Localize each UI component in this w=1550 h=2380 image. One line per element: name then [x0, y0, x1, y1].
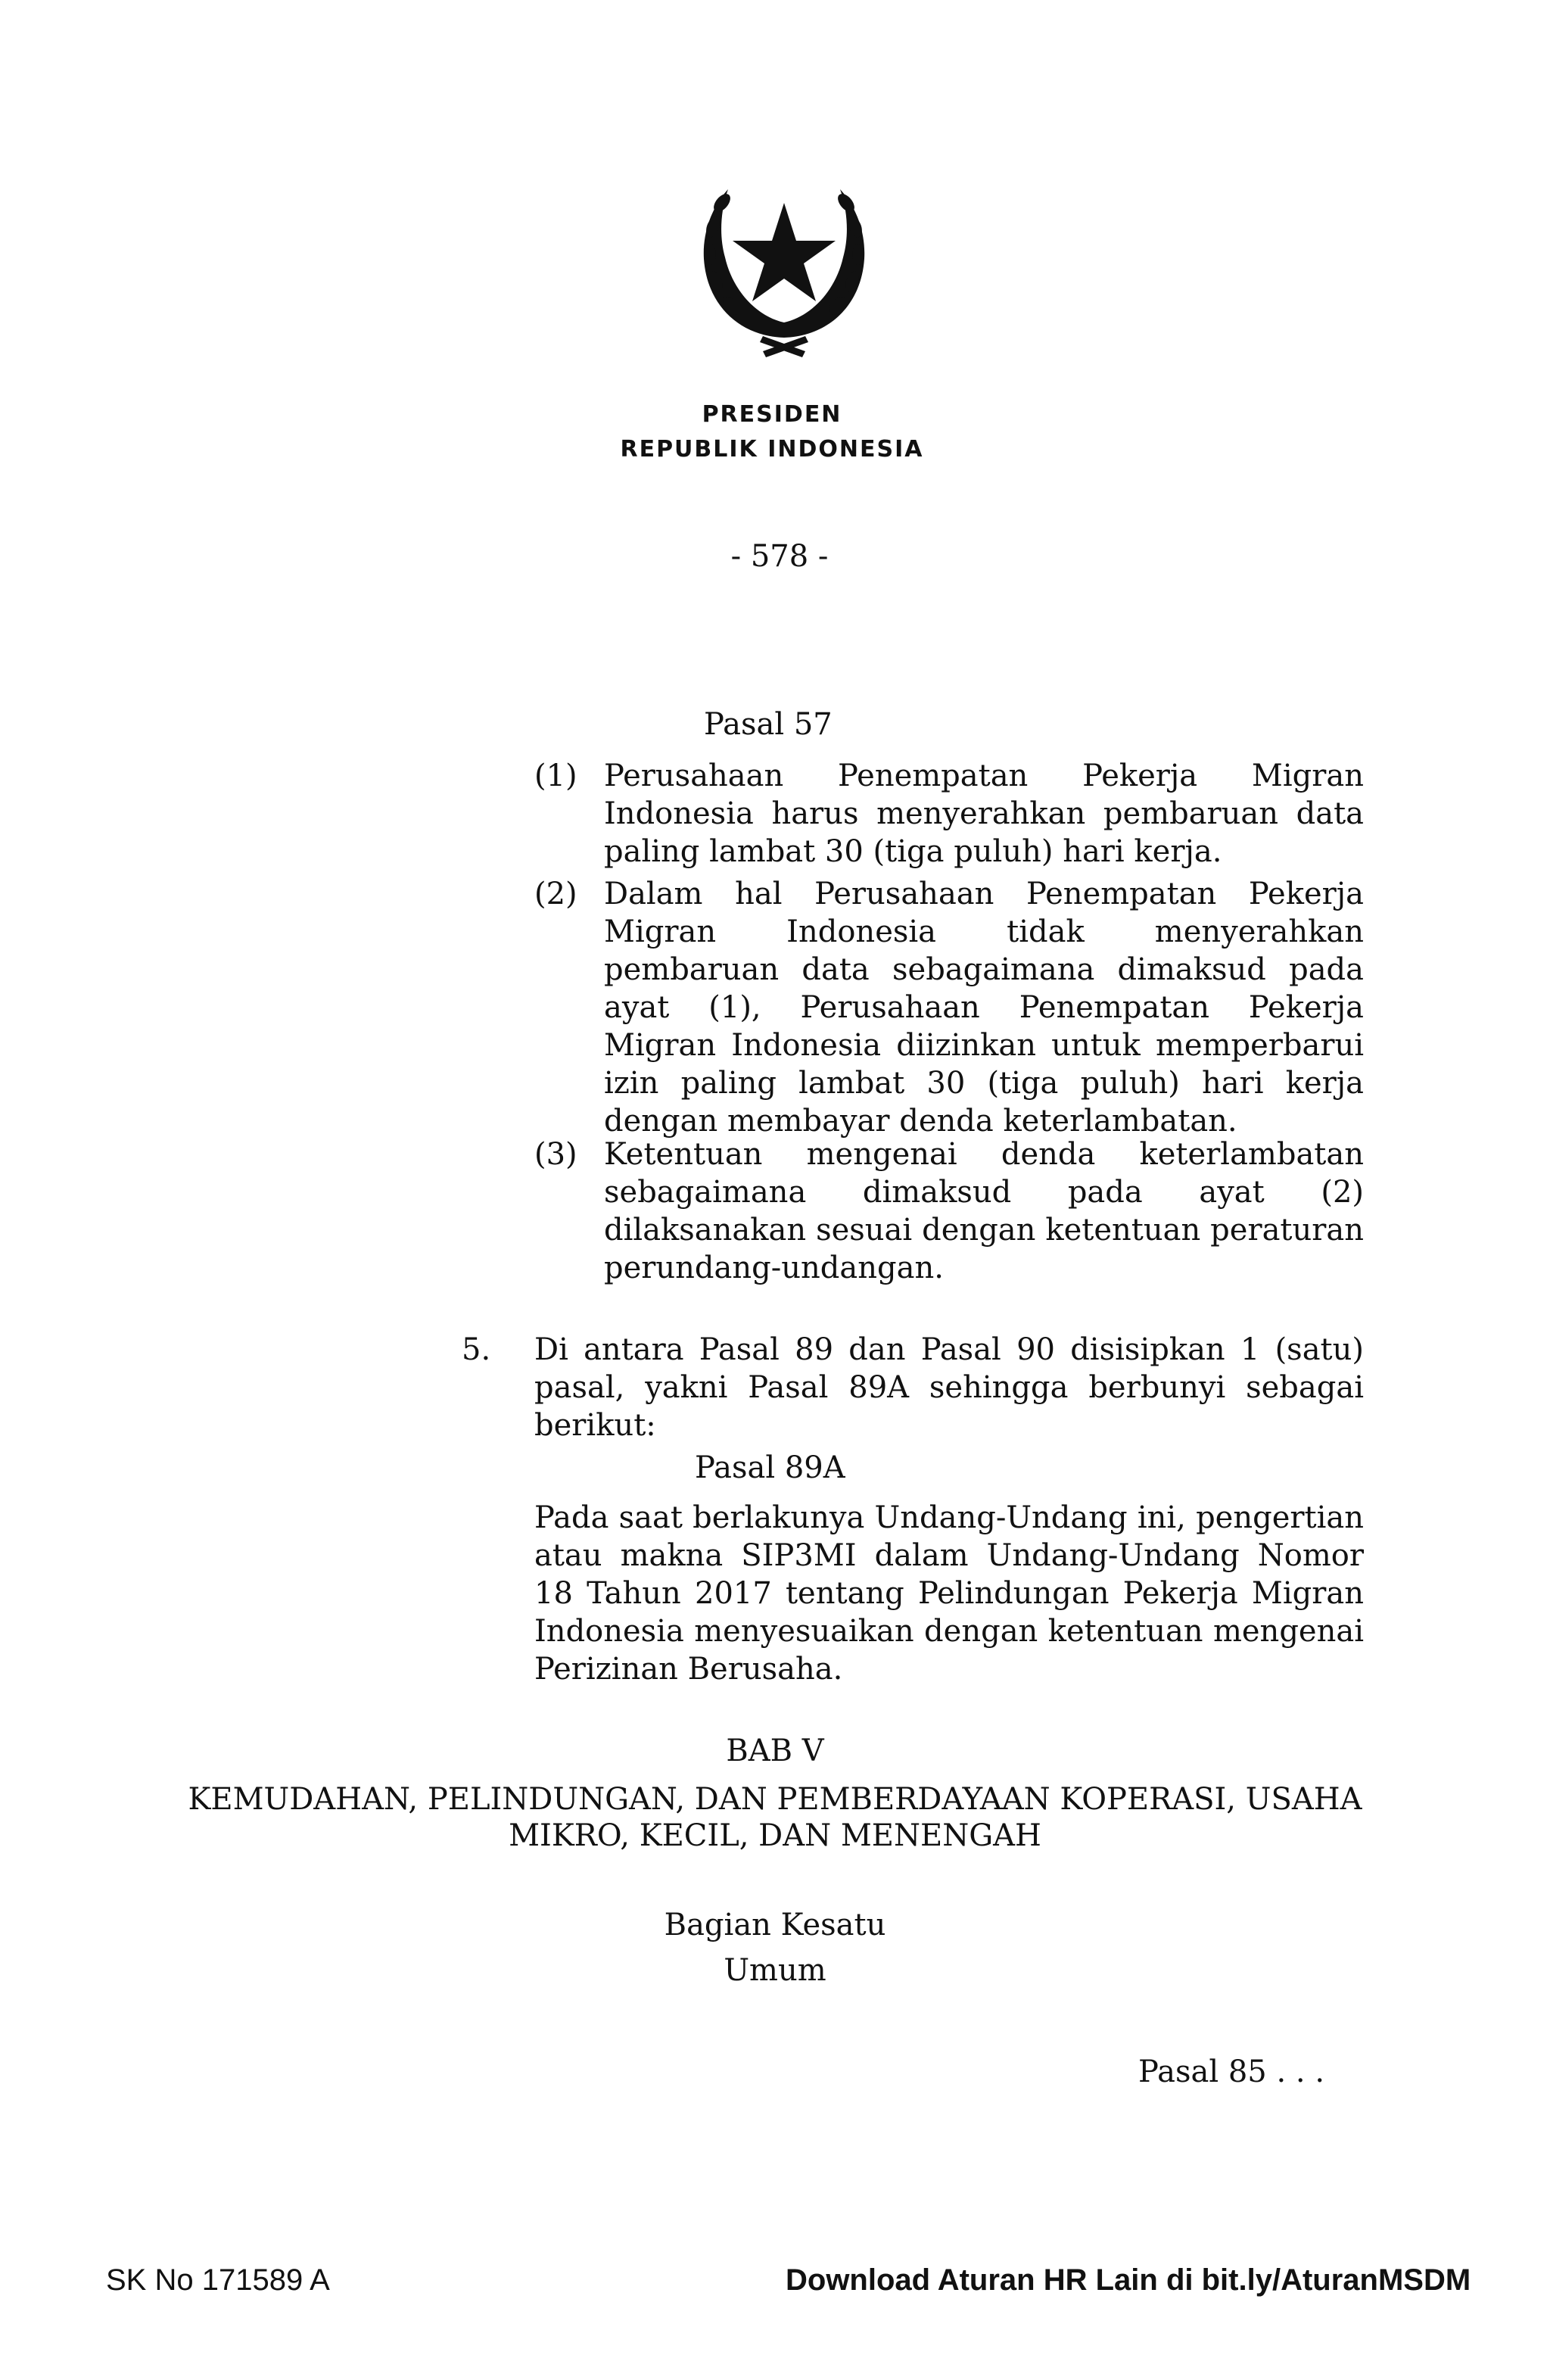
pasal-57-item-3-text: Ketentuan mengenai denda keterlambatan sebagaimana dimaksud pada ayat (2) dilaksanakan sesuai dengan ketentuan peraturan perundang-undangan.	[604, 1137, 1364, 1285]
footer-download-link[interactable]: Download Aturan HR Lain di bit.ly/AturanMSDM	[786, 2263, 1471, 2297]
pasal-57-item-2-number: (2)	[534, 877, 577, 911]
bab-heading-line-1: KEMUDAHAN, PELINDUNGAN, DAN PEMBERDAYAAN KOPERASI, USAHA	[188, 1782, 1362, 1817]
pasal-57-item-3-number: (3)	[534, 1137, 577, 1172]
pasal-89a-text: Pada saat berlakunya Undang-Undang ini, pengertian atau makna SIP3MI dalam Undang-Undang Nomor 18 Tahun 2017 tentang Pelindungan Pekerja Migran Indonesia menyesuaikan dengan ketentuan mengenai Perizinan Berusaha.	[534, 1500, 1364, 1687]
bab-heading-line-2: MIKRO, KECIL, DAN MENENGAH	[509, 1818, 1041, 1853]
garuda-emblem-icon	[678, 157, 890, 385]
pasal-57-item-2-text: Dalam hal Perusahaan Penempatan Pekerja Migran Indonesia tidak menyerahkan pembaruan data sebagaimana dimaksud pada ayat (1), Perusahaan Penempatan Pekerja Migran Indonesia diizinkan untuk memperbarui izin paling lambat 30 (tiga puluh) hari kerja dengan membayar denda keterlambatan.	[604, 877, 1364, 1139]
pasal-57-item-1-number: (1)	[534, 759, 577, 793]
pasal-57-title: Pasal 57	[704, 707, 833, 742]
pasal-89a-title: Pasal 89A	[695, 1450, 845, 1485]
continuation-marker: Pasal 85 . . .	[1138, 2054, 1325, 2089]
header-republik-indonesia: REPUBLIK INDONESIA	[620, 436, 924, 463]
header-presiden: PRESIDEN	[702, 401, 842, 428]
bab-title: BAB V	[726, 1734, 824, 1768]
page-number: - 578 -	[730, 539, 829, 574]
point-5-number: 5.	[462, 1332, 491, 1367]
bagian-subtitle: Umum	[724, 1953, 826, 1988]
pasal-57-item-1-text: Perusahaan Penempatan Pekerja Migran Indonesia harus menyerahkan pembaruan data paling lambat 30 (tiga puluh) hari kerja.	[604, 759, 1364, 869]
bagian-title: Bagian Kesatu	[664, 1908, 886, 1942]
footer-sk-number: SK No 171589 A	[106, 2263, 330, 2297]
point-5-text: Di antara Pasal 89 dan Pasal 90 disisipkan 1 (satu) pasal, yakni Pasal 89A sehingga berbunyi sebagai berikut:	[534, 1332, 1364, 1443]
